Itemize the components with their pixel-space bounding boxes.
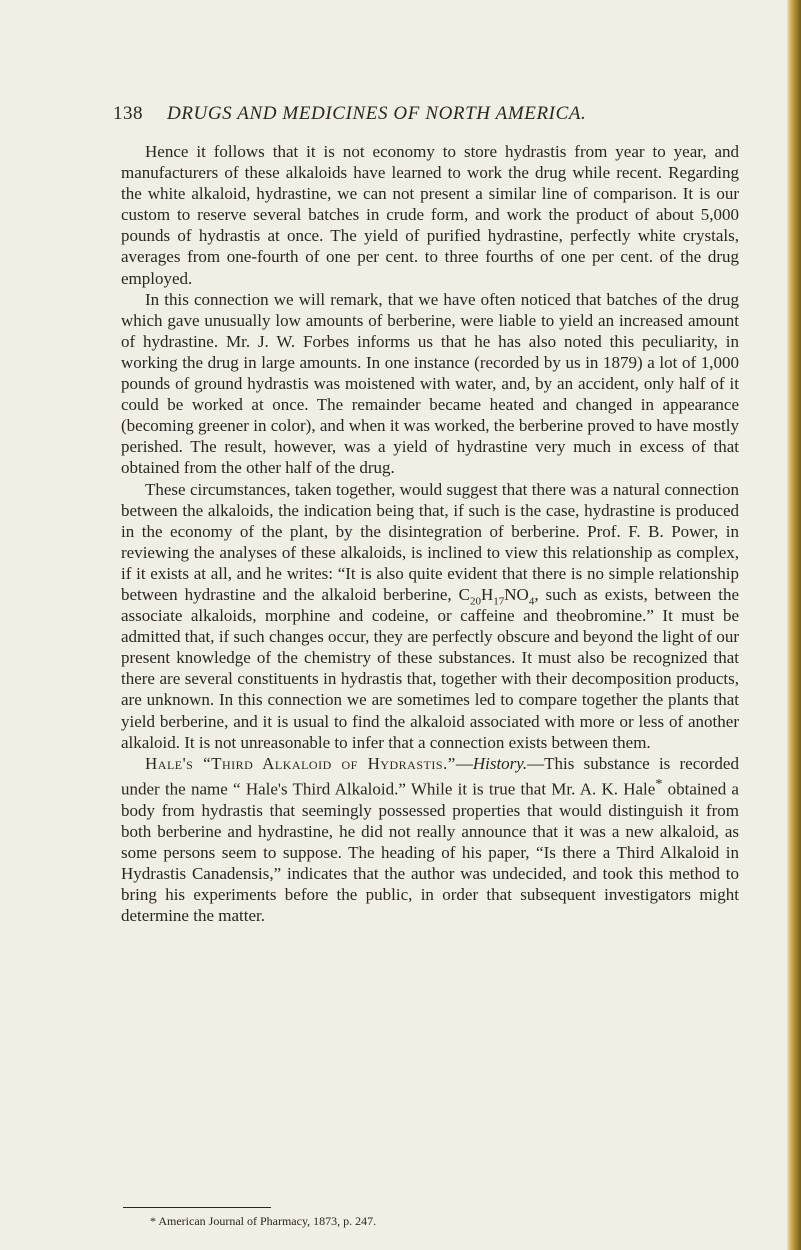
footnote-text: American Journal of Pharmacy, 1873, p. 247.	[156, 1214, 377, 1228]
footnote-mark: *	[150, 1214, 156, 1228]
footnote-reference: *	[655, 775, 663, 792]
page-number: 138	[113, 103, 143, 124]
history-label: History.	[472, 753, 528, 773]
running-title: DRUGS AND MEDICINES OF NORTH AMERICA.	[167, 103, 587, 124]
paragraph-1: Hence it follows that it is not economy to store hydrastis from year to year, and manufacturers of these alkaloids have learned to work the drug while recent. Regarding the white alkaloid, hydrastine, we can not present a similar line of comparison. It is our custom to reserve several batches in crude form, and work the product of about 5,000 pounds of hydrastis at once. The yield of purified hydrastine, perfectly white crystals, averages from one-fourth of one per cent. to three fourths of one per cent. of the drug employed.	[121, 142, 739, 288]
paragraph-2: In this connection we will remark, that we have often noticed that batches of the drug which gave unusually low amounts of berberine, were liable to yield an increased amount of hydrastine. Mr. J. W. Forbes informs us that he has also noted this peculiarity, in working the drug in large amounts. In one instance (recorded by us in 1879) a lot of 1,000 pounds of ground hydrastis was moistened with water, and, by an accident, only half of it could be worked at once. The remainder became heated and changed in appearance (becoming greener in color), and when it was worked, the berberine proved to have mostly perished. The result, however, was a yield of hydrastine very much in excess of that obtained from the other half of the drug.	[121, 289, 739, 478]
footnote-rule	[123, 1207, 271, 1208]
body-text	[121, 141, 739, 926]
chemical-formula: $C_{20}H_{17}NO_4$	[458, 584, 535, 608]
page-edge	[787, 0, 801, 1250]
section-heading: Hale's “Third Alkaloid of Hydrastis.”	[145, 753, 456, 773]
paragraph-4: Hale's “Third Alkaloid of Hydrastis.”—History.—This substance is recorded under the name “ Hale's Third Alkaloid.” While it is true that Mr. A. K. Hale* obtained a body from hydrastis that seemingly possessed properties that would distinguish it from both berberine and hydrastine, he did not really announce that it was a new alkaloid, as some persons seem to suppose. The heading of his paper, “Is there a Third Alkaloid in Hydrastis Canadensis,” indicates that the author was undecided, and took this method to bring his experiments before the public, in order that subsequent investigators might determine the matter.	[121, 753, 739, 926]
paragraph-3: These circumstances, taken together, would suggest that there was a natural connection between the alkaloids, the indication being that, if such is the case, hydrastine is produced in the economy of the plant, by the disintegration of berberine. Prof. F. B. Power, in reviewing the analyses of these alkaloids, is inclined to view this relationship as complex, if it exists at all, and he writes: “It is also quite evident that there is no simple relationship between hydrastine and the alkaloid berberine, $C_{20}H_{17}NO_4$, such as exists, between the associate alkaloids, morphine and codeine, or caffeine and theobromine.” It must be admitted that, if such changes occur, they are perfectly obscure and beyond the light of our present knowledge of the chemistry of these substances. It must also be recognized that there are several constituents in hydrastis that, together with their decomposition products, are unknown. In this connection we are sometimes led to compare together the plants that yield berberine, and it is usual to find the alkaloid associated with more or less of another alkaloid. It is not unreasonable to infer that a connection exists between them.	[121, 479, 739, 752]
footnote	[150, 1214, 710, 1229]
running-header	[113, 103, 723, 133]
